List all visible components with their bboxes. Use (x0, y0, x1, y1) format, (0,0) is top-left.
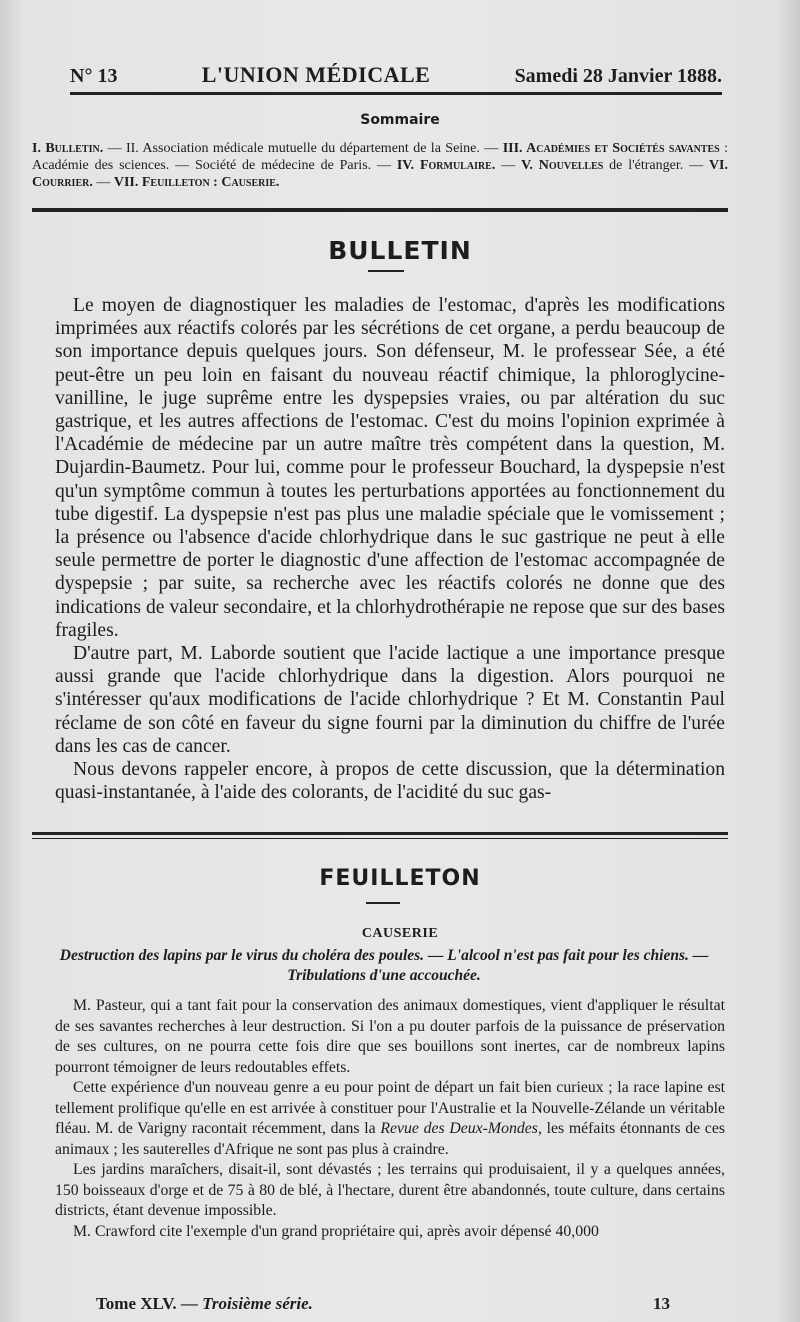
table-of-contents (32, 140, 728, 191)
series-label: Troisième série. (202, 1294, 313, 1313)
toc-item-nouvelles: V. Nouvelles (521, 158, 604, 173)
toc-item-nouvelles-detail: de l'étranger. — (603, 158, 709, 173)
toc-item-academies: III. Académies et Sociétés savantes (502, 141, 720, 156)
causerie-paragraph (55, 1078, 725, 1160)
bulletin-paragraph: Le moyen de diagnostiquer les maladies de l'estomac, d'après les modifications imprimées aux réactifs colorés par les sécrétions de cet organe, a perdu beaucoup de son importance depuis quelques jours. Son défenseur, M. le professear Sée, a été peut-être un peu loin en faisant du nouveau réactif chimique, la phloroglycine-vanilline, le juge suprême entre les dyspepsies vraies, ou par altération du suc gastrique, et les autres affections de l'estomac. C'est du moins l'opinion exprimée à l'Académie de médecine par un autre maître très compétent dans la question, M. Dujardin-Baumetz. Pour lui, comme pour le professeur Bouchard, la dyspepsie n'est qu'un symptôme commun à toutes les perturbations apportées au fonctionnement du tube digestif. La dyspepsie n'est pas plus une maladie spéciale que le vomissement ; la présence ou l'absence d'acide chlorhydrique dans le suc gastrique ne peut à elle seule permettre de porter le diagnostic d'une affection de l'estomac accompagnée de dyspepsie ; par suite, sa recherche avec les réactifs colorés ne donne que des indications de valeur secondaire, et la chlorhydrothérapie ne repose que sur des bases fragiles. (55, 295, 725, 641)
heading-underline (368, 270, 404, 272)
toc-item-academies-detail: : Académie des sciences. — Société de médecine de Paris. — (32, 141, 728, 173)
toc-item-bulletin: I. Bulletin. (32, 141, 104, 156)
bulletin-paragraph: Nous devons rappeler encore, à propos de cette discussion, que la détermination quasi-instantanée, à l'aide des colorants, de l'acidité du suc gas- (55, 759, 725, 804)
bulletin-article (55, 294, 725, 804)
heading-underline (366, 902, 400, 904)
page-header (70, 58, 722, 95)
section-divider (32, 832, 728, 835)
toc-item-courrier: VI. Courrier. (32, 158, 728, 190)
causerie-paragraph: M. Pasteur, qui a tant fait pour la conservation des animaux domestiques, vient d'appliquer le résultat de ses savantes recherches à leur destruction. Si l'on a pu douter parfois de la puissance de préservation de ses cultures, on ne pourra cette fois dire que ses bouillons sont inertes, car de nombreux lapins pourront témoigner de leurs redoutables effets. (55, 997, 725, 1076)
issue-date: Samedi 28 Janvier 1888. (514, 65, 722, 87)
page-footer (96, 1294, 670, 1314)
causerie-paragraph: Les jardins maraîchers, disait-il, sont dévastés ; les terrains qui produisaient, il y a quelques années, 150 boisseaux d'orge et de 75 à 80 de blé, à l'hectare, durent être abandonnés, toute culture, dans certains districts, étant devenue impossible. (55, 1161, 725, 1219)
page-number: 13 (653, 1294, 670, 1313)
volume-label: Tome XLV. — (96, 1294, 203, 1313)
sommaire-title: Sommaire (360, 112, 440, 128)
causerie-subtitle: Destruction des lapins par le virus du choléra des poules. — L'alcool n'est pas fait pour les chiens. — Tribulations d'une accouchée. (59, 947, 709, 984)
revue-title: Revue des Deux-Mondes (380, 1120, 538, 1137)
causerie-article (55, 996, 725, 1242)
toc-item-feuilleton: VII. Feuilleton : Causerie. (113, 175, 280, 190)
bulletin-paragraph: D'autre part, M. Laborde soutient que l'acide lactique a une importance presque aussi grande que l'acide chlorhydrique dans la digestion. Alors pourquoi ne s'intéresser qu'aux modifications de l'acide chlorhydrique ? Et M. Constantin Paul réclame de son côté en faveur du signe fourni par la diminution du chiffre de l'urée dans les cas de cancer. (55, 643, 725, 757)
toc-separator: — (92, 175, 114, 190)
bulletin-heading: BULLETIN (328, 236, 472, 265)
causerie-heading: CAUSERIE (361, 926, 439, 941)
section-divider-thin (32, 838, 728, 839)
toc-separator: — (495, 158, 522, 173)
feuilleton-heading: FEUILLETON (319, 866, 481, 891)
section-divider (32, 208, 728, 212)
causerie-paragraph: M. Crawford cite l'exemple d'un grand propriétaire qui, après avoir dépensé 40,000 (73, 1222, 599, 1240)
toc-item-formulaire: IV. Formulaire. (396, 158, 496, 173)
journal-title: L'UNION MÉDICALE (201, 62, 431, 87)
causerie-text: , les méfaits étonnants de ces animaux ; les sauterelles d'Afrique ne sont pas plus à craindre. (55, 1120, 725, 1158)
volume-info (96, 1294, 313, 1314)
issue-number: N° 13 (70, 65, 118, 87)
toc-item-association: — II. Association médicale mutuelle du département de la Seine. — (103, 141, 503, 156)
causerie-text: Cette expérience d'un nouveau genre a eu pour point de départ un fait bien curieux ; la race lapine est tellement prolifique qu'elle en est arrivée à constituer pour l'Australie et la Nouvelle-Zélande un véritable fléau. M. de Varigny racontait récemment, dans la (55, 1079, 725, 1137)
